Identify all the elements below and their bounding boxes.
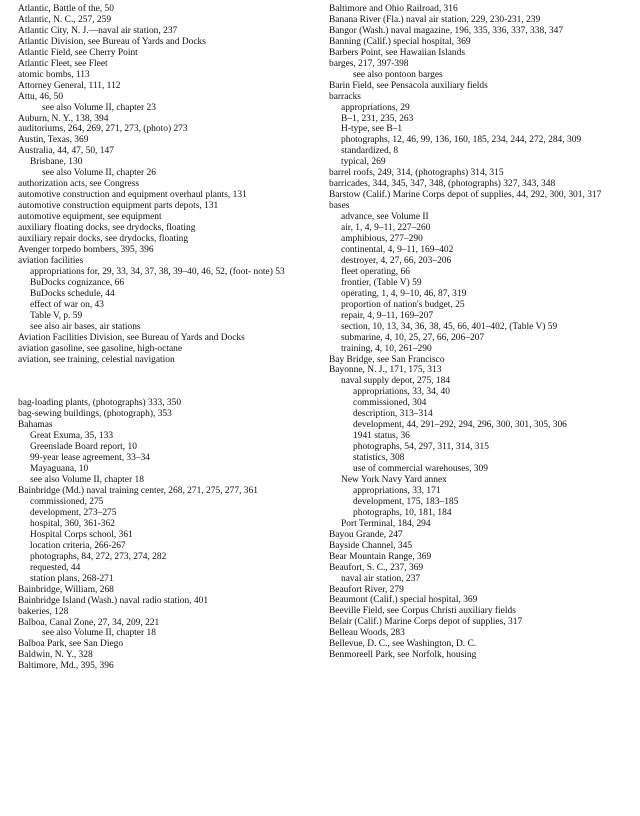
index-entry: Beaumont (Calif.) special hospital, 369 xyxy=(329,595,478,606)
index-entry: Baltimore and Ohio Railroad, 316 xyxy=(329,4,458,14)
index-subentry: appropriations, 33, 171 xyxy=(353,485,441,496)
index-subentry: advance, see Volume II xyxy=(341,212,429,223)
index-entry: Atlantic, N. C., 257, 259 xyxy=(18,14,112,25)
index-subentry: Great Exuma, 35, 133 xyxy=(30,431,114,442)
index-entry: barricades, 344, 345, 347, 348, (photographs) 327, 343, 348 xyxy=(329,179,556,190)
index-entry: Baldwin, N. Y., 328 xyxy=(18,650,93,661)
index-subentry: commissioned, 275 xyxy=(30,497,104,508)
index-entry: bases xyxy=(329,201,350,212)
index-entry: Benmoreell Park, see Norfolk, housing xyxy=(329,650,477,661)
index-entry: Bear Mountain Range, 369 xyxy=(329,551,432,562)
index-subentry: see also air bases, air stations xyxy=(30,321,141,332)
index-entry: Australia, 44, 47, 50, 147 xyxy=(18,146,114,157)
index-subentry: see also Volume II, chapter 18 xyxy=(30,475,144,486)
index-subentry: typical, 269 xyxy=(341,157,386,168)
index-subentry: description, 313–314 xyxy=(353,409,433,420)
index-entry: Barin Field, see Pensacola auxiliary fields xyxy=(329,80,488,91)
index-subentry: naval supply depot, 275, 184 xyxy=(341,376,451,387)
index-entry: barges, 217, 397-398 xyxy=(329,58,409,69)
index-entry: authorization acts, see Congress xyxy=(18,179,140,190)
index-entry: bag-sewing buildings, (photograph), 353 xyxy=(18,409,172,420)
index-subentry: standardized, 8 xyxy=(341,146,399,157)
index-entry: Bayonne, N. J., 171, 175, 313 xyxy=(329,365,442,376)
index-entry: auxiliary repair docks, see drydocks, floating xyxy=(18,234,189,245)
section-gap xyxy=(18,365,319,398)
index-entry: Belair (Calif.) Marine Corps depot of supplies, 317 xyxy=(329,617,523,628)
index-subentry: proportion of nation's budget, 25 xyxy=(341,299,465,310)
index-subentry: station plans, 268-271 xyxy=(30,573,114,584)
index-entry: aviation facilities xyxy=(18,255,84,266)
index-subentry: Hospital Corps school, 361 xyxy=(30,529,133,540)
index-entry: Baltimore, Md., 395, 396 xyxy=(18,661,114,672)
index-entry: auditoriums, 264, 269, 271, 273, (photo) 273 xyxy=(18,124,188,135)
index-subentry: B–1, 231, 235, 263 xyxy=(341,113,414,124)
index-subentry: see also Volume II, chapter 26 xyxy=(42,168,156,179)
index-subentry: Greenslade Board report, 10 xyxy=(30,442,137,453)
index-entry: Bangor (Wash.) naval magazine, 196, 335, 336, 337, 338, 347 xyxy=(329,25,564,36)
right-column xyxy=(329,4,632,672)
index-subentry: repair, 4, 9–11, 169–207 xyxy=(341,310,434,321)
index-entry: Banana River (Fla.) naval air station, 229, 230-231, 239 xyxy=(329,14,541,25)
index-subentry: hospital, 360, 361-362 xyxy=(30,518,115,529)
index-subentry: fleet operating, 66 xyxy=(341,266,410,277)
index-subentry: location criteria, 266-267 xyxy=(30,540,126,551)
index-subentry: photographs, 10, 181, 184 xyxy=(353,507,452,518)
index-entry: Austin, Texas, 369 xyxy=(18,135,89,146)
index-entry: Balboa, Canal Zone, 27, 34, 209, 221 xyxy=(18,617,160,628)
index-subentry: H-type, see B–1 xyxy=(341,124,403,135)
index-subentry: development, 44, 291–292, 294, 296, 300, 301, 305, 306 xyxy=(353,420,567,431)
index-subentry: appropriations for, 29, 33, 34, 37, 38, 39–40, 46, 52, (foot- note) 53 xyxy=(30,266,285,277)
index-entry: Barstow (Calif.) Marine Corps depot of supplies, 44, 292, 300, 301, 317 xyxy=(329,190,602,201)
index-entry: Atlantic Division, see Bureau of Yards and Docks xyxy=(18,36,206,47)
index-entry: Attu, 46, 50 xyxy=(18,91,64,102)
index-entry: atomic bombs, 113 xyxy=(18,69,90,80)
index-subentry: see also pontoon barges xyxy=(353,69,443,80)
index-entry: Barbers Point, see Hawaiian Islands xyxy=(329,47,466,58)
index-entry: Beaufort River, 279 xyxy=(329,584,404,595)
index-subentry: appropriations, 33, 34, 40 xyxy=(353,387,450,398)
index-entry: Avenger torpedo bombers, 395, 396 xyxy=(18,244,154,255)
index-subentry: Brisbane, 130 xyxy=(30,157,83,168)
index-entry: bag-loading plants, (photographs) 333, 350 xyxy=(18,398,182,409)
index-entry: Bahamas xyxy=(18,420,53,431)
index-entry: automotive equipment, see equipment xyxy=(18,212,162,223)
index-entry: aviation, see training, celestial navigation xyxy=(18,354,175,365)
index-entry: Belleau Woods, 283 xyxy=(329,628,405,639)
index-subentry: see also Volume II, chapter 23 xyxy=(42,102,156,113)
index-entry: Bayside Channel, 345 xyxy=(329,540,413,551)
index-subentry: destroyer, 4, 27, 66, 203–206 xyxy=(341,255,452,266)
index-entry: aviation gasoline, see gasoline, high-octane xyxy=(18,343,183,354)
index-entry: Auburn, N. Y., 138, 394 xyxy=(18,113,109,124)
index-subentry: commissioned, 304 xyxy=(353,398,427,409)
index-entry: Balboa Park, see San Diego xyxy=(18,639,124,650)
index-entry: Bellevue, D. C., see Washington, D. C. xyxy=(329,639,477,650)
index-entry: Atlantic, Battle of the, 50 xyxy=(18,4,114,14)
index-entry: Atlantic City, N. J.—naval air station, 237 xyxy=(18,25,178,36)
index-entry: Attorney General, 111, 112 xyxy=(18,80,121,91)
index-subentry: Table V, p. 59 xyxy=(30,310,83,321)
index-subentry: submarine, 4, 10, 25, 27, 66, 206–207 xyxy=(341,332,485,343)
index-subentry: 1941 status, 36 xyxy=(353,431,410,442)
index-entry: Bay Bridge, see San Francisco xyxy=(329,354,445,365)
index-subentry: operating, 1, 4, 9–10, 46, 87, 319 xyxy=(341,288,467,299)
index-subentry: statistics, 308 xyxy=(353,453,405,464)
index-subentry: photographs, 12, 46, 99, 136, 160, 185, 234, 244, 272, 284, 309 xyxy=(341,135,582,146)
index-entry: Aviation Facilities Division, see Bureau of Yards and Docks xyxy=(18,332,245,343)
index-entry: bakeries, 128 xyxy=(18,606,69,617)
left-column xyxy=(18,4,319,672)
index-subentry: development, 273–275 xyxy=(30,507,117,518)
index-subentry: effect of war on, 43 xyxy=(30,299,104,310)
index-entry: Atlantic Field, see Cherry Point xyxy=(18,47,138,58)
index-subentry: Mayaguana, 10 xyxy=(30,464,89,475)
index-subentry: Port Terminal, 184, 294 xyxy=(341,518,431,529)
index-subentry: air, 1, 4, 9–11, 227–260 xyxy=(341,223,431,234)
index-subentry: section, 10, 13, 34, 36, 38, 45, 66, 401–402, (Table V) 59 xyxy=(341,321,558,332)
index-subentry: training, 4, 10, 261–290 xyxy=(341,343,432,354)
index-entry: Bayou Grande, 247 xyxy=(329,529,403,540)
index-entry: Bainbridge (Md.) naval training center, 268, 271, 275, 277, 361 xyxy=(18,486,258,497)
index-entry: automotive construction equipment parts depots, 131 xyxy=(18,201,219,212)
index-subentry: photographs, 54, 297, 311, 314, 315 xyxy=(353,442,489,453)
index-entry: Beeville Field, see Corpus Christi auxiliary fields xyxy=(329,606,516,617)
index-subentry: frontier, (Table V) 59 xyxy=(341,277,422,288)
index-entry: Beaufort, S. C., 237, 369 xyxy=(329,562,424,573)
index-subentry: New York Navy Yard annex xyxy=(341,474,447,485)
index-entry: Bainbridge Island (Wash.) naval radio station, 401 xyxy=(18,595,209,606)
index-subentry: BuDocks cognizance, 66 xyxy=(30,277,125,288)
index-subentry: 99-year lease agreement, 33–34 xyxy=(30,453,151,464)
index-subentry: BuDocks schedule, 44 xyxy=(30,288,115,299)
index-entry: barracks xyxy=(329,91,361,102)
index-entry: Bainbridge, William, 268 xyxy=(18,584,114,595)
index-entry: auxiliary floating docks, see drydocks, floating xyxy=(18,223,196,234)
index-entry: barrel roofs, 249, 314, (photographs) 314, 315 xyxy=(329,168,504,179)
index-subentry: requested, 44 xyxy=(30,562,81,573)
index-subentry: use of commercial warehouses, 309 xyxy=(353,464,488,475)
index-subentry: appropriations, 29 xyxy=(341,102,410,113)
index-subentry: amphibious, 277–290 xyxy=(341,234,423,245)
index-subentry: naval air station, 237 xyxy=(341,573,421,584)
index-entry: Banning (Calif.) special hospital, 369 xyxy=(329,36,471,47)
index-subentry: continental, 4, 9–11, 169–402 xyxy=(341,244,454,255)
index-entry: Atlantic Fleet, see Fleet xyxy=(18,58,108,69)
index-subentry: photographs, 84, 272, 273, 274, 282 xyxy=(30,551,167,562)
index-subentry: development, 175, 183–185 xyxy=(353,496,459,507)
index-entry: automotive construction and equipment overhaul plants, 131 xyxy=(18,190,247,201)
index-columns xyxy=(18,4,632,672)
index-subentry: see also Volume II, chapter 18 xyxy=(42,628,156,639)
